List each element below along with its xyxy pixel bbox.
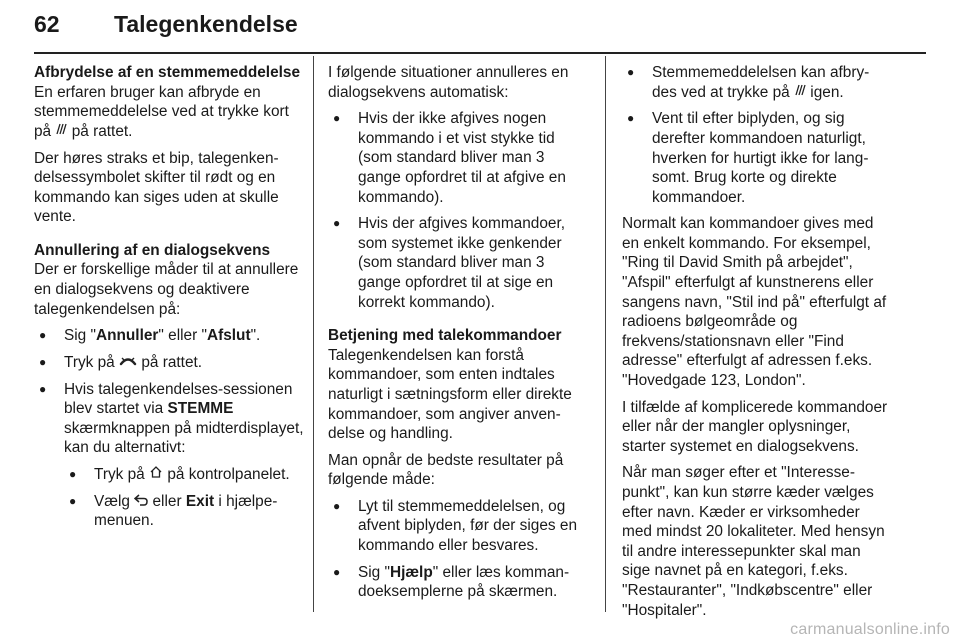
section-heading: Annullering af en dialogsekvens [34, 241, 271, 259]
home-icon [149, 465, 163, 485]
list-item: ● Hvis der afgives kommandoer, som systemet ikke genkender (som standard bliver man 3 gange opfordret til at sige en korrekt kommando). [328, 214, 590, 312]
page-header [34, 4, 924, 44]
bullet-list [622, 63, 888, 207]
paragraph: I tilfælde af komplicerede kommandoer eller når der mangler oplysninger, starter systemet en dialogsekvens. [622, 398, 888, 455]
list-item: ● Vent til efter biplyden, og sig derefter kommandoen naturligt, hverken for hurtigt ikke for langsomt. Brug korte og direkte kommandoer. [622, 109, 888, 207]
watermark: carmanualsonline.info [790, 621, 950, 638]
column-2 [328, 63, 590, 609]
hang-up-icon [119, 353, 137, 373]
header-rule [34, 52, 926, 54]
voice-control-icon [794, 83, 806, 103]
bullet-list [34, 326, 304, 531]
column-1 [34, 63, 304, 538]
bullet-list [328, 497, 590, 602]
list-item: ● Sig "Hjælp" eller læs kommandoeksemplerne på skærmen. [328, 563, 590, 602]
sub-bullet-list [64, 465, 304, 531]
section-heading: Betjening med talekommandoer [328, 327, 562, 345]
column-3 [622, 63, 888, 627]
list-item: ● Stemmemeddelelsen kan afbrydes ved at trykke på igen. [622, 63, 888, 102]
section-heading: Afbrydelse af en stemmemeddelelse [34, 64, 301, 81]
paragraph: Der høres straks et bip, talegenkendelsessymbolet skifter til rødt og en kommando kan siges uden at skulle vente. [34, 149, 279, 226]
page-title: Talegenkendelse [114, 11, 298, 37]
paragraph: Talegenkendelsen kan forstå kommandoer, som enten indtales naturligt i sætningsform eller direkte kommandoer, som angiver anvendelse og handling. [328, 346, 572, 443]
paragraph: Når man søger efter et "Interessepunkt", kan kun større kæder vælges efter navn. Kæder er virksomheder med mindst 20 lokaliteter. Med hensyn til andre interessepunkter skal man sige navnet på en kategori, f.eks. "Restauranter", "Indkøbscentre" eller "Hospitaler". [622, 464, 885, 619]
column-divider [313, 56, 314, 612]
list-item: ● Sig "Annuller" eller "Afslut". [34, 326, 304, 346]
paragraph: Man opnår de bedste resultater på følgende måde: [328, 451, 564, 489]
paragraph: En erfaren bruger kan afbryde en stemmemeddelelse ved at trykke kort på på rattet. [34, 83, 289, 140]
list-item: ● Vælg eller Exit i hjælpemenuen. [64, 492, 304, 531]
bullet-list [328, 109, 590, 312]
voice-control-icon [55, 122, 67, 142]
list-item: ● Hvis talegenkendelses-sessionen blev startet via STEMME skærmknappen på midterdisplayet, kan du alternativt: ● Tryk på på kontrolpanelet. ● Vælg eller Exit i hjælpemenuen. [34, 380, 304, 531]
list-item: ● Hvis der ikke afgives nogen kommando i et vist stykke tid (som standard bliver man 3 gange opfordret til at afgive en kommando). [328, 109, 590, 207]
page-number: 62 [34, 11, 60, 37]
list-item: ● Tryk på på rattet. [34, 353, 304, 373]
list-item: ● Lyt til stemmemeddelelsen, og afvent biplyden, før der siges en kommando eller besvares. [328, 497, 590, 556]
column-divider [605, 56, 606, 612]
list-item: ● Tryk på på kontrolpanelet. [64, 465, 304, 485]
paragraph: I følgende situationer annulleres en dialogsekvens automatisk: [328, 64, 569, 101]
back-arrow-icon [134, 492, 148, 512]
paragraph: Normalt kan kommandoer gives med en enkelt kommando. For eksempel, "Ring til David Smith på arbejdet", "Afspil" efterfulgt af kunstnerens eller sangens navn, "Stil ind på" efterfulgt af radioens bølgeområde og frekvens/stationsnavn eller "Find adresse" efterfulgt af adressen f.eks. "Hovedgade 123, London". [622, 215, 887, 390]
paragraph: Der er forskellige måder til at annullere en dialogsekvens og deaktivere talegenkendelsen på: [34, 261, 299, 318]
